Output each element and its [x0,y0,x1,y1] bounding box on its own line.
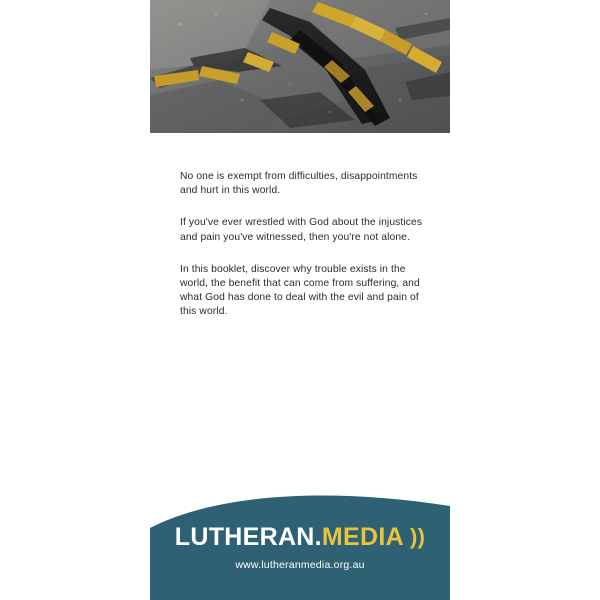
website-url[interactable]: www.lutheranmedia.org.au [235,559,365,571]
logo-primary-text: LUTHERAN [174,523,315,551]
footer-band [150,490,450,600]
hero-photo-graphic [150,0,450,133]
logo-wordmark [150,525,450,550]
body-paragraph-2: If you've ever wrestled with God about the injustices and pain you've witnessed, then you're not alone. [180,217,423,243]
logo-separator: . [314,523,322,551]
hero-photo [150,0,450,133]
body-paragraph-1: No one is exempt from difficulties, disappointments and hurt in this world. [180,171,418,197]
body-copy [180,170,424,320]
body-paragraph-3: In this booklet, discover why trouble exists in the world, the benefit that can come from suffering, and what God has done to deal with the evil and pain of this world. [180,263,420,318]
logo-secondary-text: MEDIA [321,523,404,551]
brand-logo [150,525,450,571]
broadcast-waves-icon: )) [409,524,426,549]
